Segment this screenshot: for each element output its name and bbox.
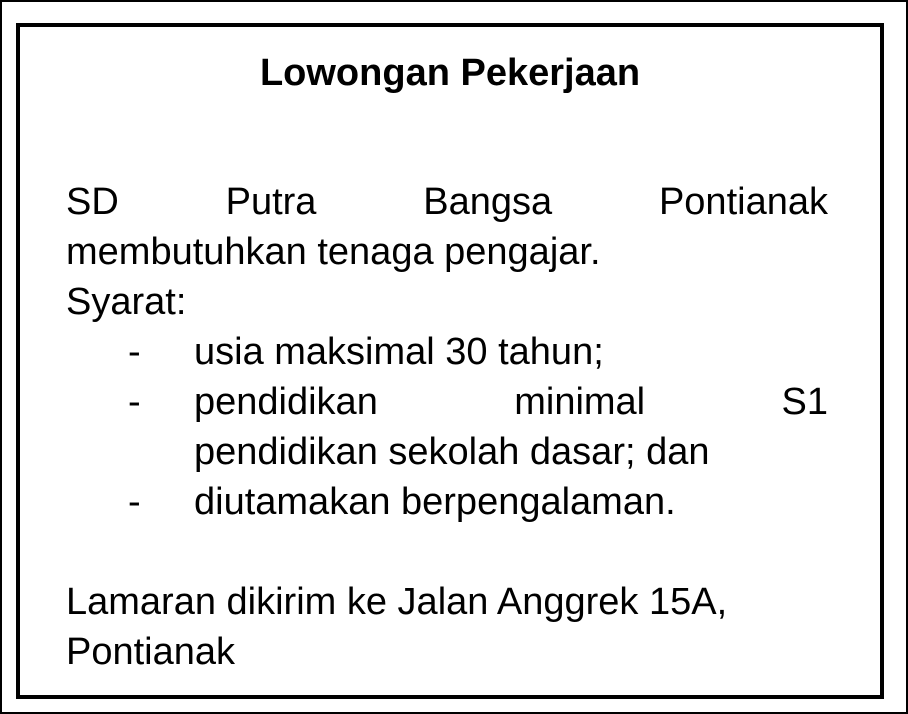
intro-paragraph — [66, 177, 828, 277]
intro-line-1 — [66, 177, 828, 227]
address-line-1: Lamaran dikirim ke Jalan Anggrek 15A, — [66, 581, 728, 623]
requirement-experience: diutamakan berpengalaman. — [194, 481, 676, 523]
address-line-2: Pontianak — [66, 631, 236, 673]
requirement-education-line-1 — [194, 377, 828, 427]
requirement-word: minimal — [514, 381, 646, 423]
list-item — [66, 377, 828, 477]
list-item — [66, 327, 828, 377]
intro-line-2: membutuhkan tenaga pengajar. — [66, 231, 601, 273]
list-dash: - — [128, 331, 141, 373]
intro-word: Pontianak — [658, 181, 828, 223]
notice-title: Lowongan Pekerjaan — [259, 52, 641, 94]
list-dash: - — [128, 481, 141, 523]
requirements-list — [66, 327, 828, 527]
intro-word: Bangsa — [423, 181, 553, 223]
intro-word: Putra — [225, 181, 317, 223]
requirement-word: pendidikan — [194, 381, 378, 423]
intro-word: SD — [66, 181, 119, 223]
requirement-word: S1 — [781, 381, 828, 423]
job-vacancy-notice — [16, 23, 884, 699]
requirement-education-line-2: pendidikan sekolah dasar; dan — [194, 431, 710, 473]
requirements-heading: Syarat: — [66, 281, 187, 323]
list-dash: - — [128, 381, 141, 423]
requirement-age: usia maksimal 30 tahun; — [194, 331, 604, 373]
list-item — [66, 477, 828, 527]
application-address — [66, 577, 828, 677]
